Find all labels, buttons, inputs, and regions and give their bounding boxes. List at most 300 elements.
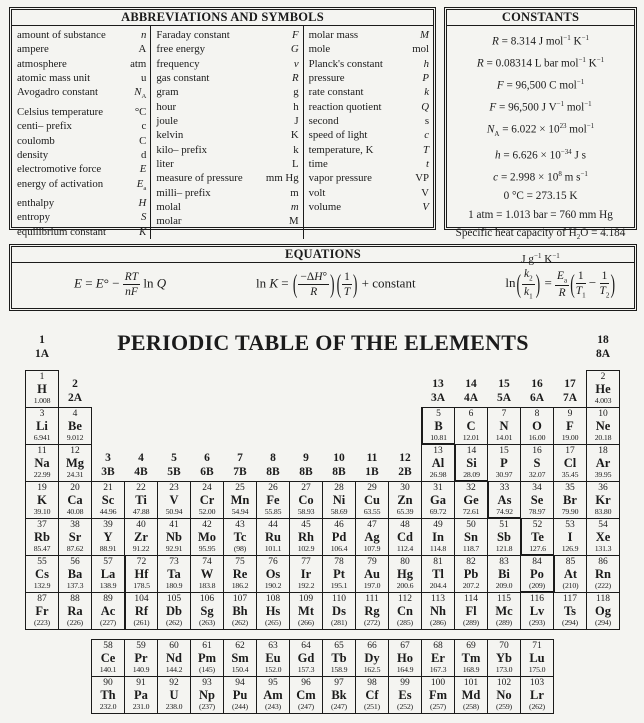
element-mass: 162.5 [363,665,381,674]
element-symbol: Pu [232,688,248,702]
abbr-symbol: VP [415,172,430,185]
element-symbol: Gd [297,651,315,665]
abbr-row [156,114,298,128]
element-symbol: Y [103,530,113,544]
element-number: 53 [565,520,575,530]
element-number: 102 [496,678,512,688]
group-label-5a-col15 [487,378,521,405]
equation-3: ln( $\frac{k_2}{k_1}$ ) = $\frac{E_a}{R}$ ( $\frac{1}{T_1}$ − $\frac{1}{T_2}$ ) [505,268,615,301]
element-symbol: N [499,419,509,433]
element-lr [520,676,554,714]
element-number: 34 [532,483,542,493]
element-number: 75 [235,557,245,567]
element-mass: 204.4 [429,581,447,590]
element-mass: 101.1 [264,544,282,553]
element-cn [388,592,422,630]
element-symbol: Bh [232,604,248,618]
element-mass: 63.55 [363,507,381,516]
element-number: 24 [202,483,212,493]
element-mass: (286) [430,618,446,627]
element-sn [454,518,488,556]
element-mass: 140.9 [132,665,150,674]
element-number: 23 [169,483,179,493]
element-symbol: Np [199,688,215,702]
element-la [91,555,125,593]
constants-panel-inner [446,9,635,266]
element-symbol: Au [364,567,380,581]
element-number: 108 [265,594,281,604]
group-number: 12 [399,452,411,464]
group-number: 2 [72,378,78,390]
abbr-term: equilibrium constant [17,225,107,238]
abbr-term: free energy [156,43,205,56]
element-mt [289,592,323,630]
abbr-symbol: m [290,186,299,199]
abbr-row [156,157,298,171]
element-symbol: Cf [365,688,379,702]
element-tl [421,555,455,593]
element-number: 105 [166,594,182,604]
abbr-term: kelvin [156,129,184,142]
element-symbol: S [533,456,541,470]
element-w [190,555,224,593]
element-bi [487,555,521,593]
element-symbol: Zn [397,493,413,507]
abbr-symbol: s [424,115,430,128]
element-symbol: Rh [298,530,314,544]
element-pb [454,555,488,593]
element-xe [586,518,620,556]
abbr-column-2 [150,26,302,239]
abbr-symbol: n [140,29,147,41]
abbr-term: rate constant [308,86,364,99]
element-number: 77 [301,557,311,567]
element-mass: 55.85 [264,507,282,516]
element-number: 48 [400,520,410,530]
element-mass: (257) [430,702,446,711]
abbr-symbol: $N_A$ [134,86,147,101]
element-nb [157,518,191,556]
element-symbol: F [566,419,574,433]
group-number: 10 [333,452,345,464]
abbr-term: liter [156,158,174,171]
element-number: 96 [301,678,311,688]
element-mass: (262) [166,618,182,627]
element-number: 56 [70,557,80,567]
element-am [256,676,290,714]
element-number: 103 [529,678,545,688]
element-number: 41 [169,520,179,530]
group-number: 17 [564,378,576,390]
element-number: 82 [466,557,476,567]
element-at [553,555,587,593]
group-letter: 7B [233,465,247,478]
element-number: 85 [565,557,576,567]
element-mass: 192.2 [297,581,315,590]
group-label-6a-col16 [520,378,554,405]
element-symbol: Pr [134,651,148,665]
element-u [157,676,191,714]
element-number: 31 [433,483,443,493]
element-gd [289,639,323,677]
element-mass: 19.00 [561,433,579,442]
element-mass: 190.2 [264,581,282,590]
group-label-3b-col3 [91,452,125,479]
abbr-symbol: k [293,143,299,156]
element-number: 65 [334,641,344,651]
element-mass: 197.0 [363,581,381,590]
group-letter: 5A [496,391,512,404]
element-number: 38 [70,520,80,530]
abbr-symbol: S [140,211,147,224]
abbr-term: pressure [308,72,345,85]
element-symbol: Pb [463,567,479,581]
abbr-term: atomic mass unit [17,72,91,85]
element-mass: 186.2 [231,581,249,590]
abbr-symbol: mol [412,43,430,56]
element-mass: 173.0 [495,665,513,674]
element-symbol: Mt [298,604,314,618]
element-number: 55 [37,557,47,567]
element-cl [553,444,587,482]
group-label-8b-col8 [256,452,290,479]
element-symbol: Ca [67,493,83,507]
element-bh [223,592,257,630]
abbr-symbol: P [422,72,430,85]
element-mass: (237) [199,702,215,711]
abbr-row [309,128,429,142]
element-mass: 106.4 [330,544,348,553]
element-pd [322,518,356,556]
element-es [388,676,422,714]
abbr-term: reaction quotient [308,100,382,113]
element-number: 99 [400,678,410,688]
element-mass: (265) [265,618,281,627]
group-label-4b-col4 [124,452,158,479]
element-symbol: Eu [265,651,281,665]
element-symbol: Cd [397,530,413,544]
element-h [25,370,59,408]
group-label-3a-col13 [421,378,455,405]
element-symbol: Os [265,567,281,581]
element-mo [190,518,224,556]
abbr-row [156,71,298,85]
element-symbol: Ho [397,651,413,665]
element-mass: 16.00 [528,433,546,442]
element-symbol: Sb [497,530,511,544]
element-symbol: Tm [461,651,481,665]
element-symbol: Ag [364,530,380,544]
element-symbol: Pm [197,651,217,665]
abbr-row [156,57,298,71]
element-mass: 178.5 [133,581,150,590]
element-number: 104 [134,594,149,604]
abbr-row [309,114,429,128]
element-mass: 26.98 [429,470,447,479]
element-th [91,676,125,714]
abbr-row [309,42,429,56]
element-number: 47 [367,520,377,530]
element-i [553,518,587,556]
element-mass: 6.941 [33,433,51,442]
abbr-symbol: K [139,225,147,238]
equations-panel-inner [11,246,635,309]
group-letter: 7A [562,391,578,404]
element-number: 37 [37,520,47,530]
element-number: 43 [235,520,245,530]
element-hf [124,555,158,593]
element-ho [388,639,422,677]
element-number: 81 [433,557,443,567]
element-ge [454,481,488,519]
element-br [553,481,587,519]
element-no [487,676,521,714]
constant-line: $N_A = 6.022 \times 10^{23}$ mol$^{-1}$ [486,122,595,139]
element-mass: 9.012 [66,433,84,442]
group-letter: 1B [365,465,379,478]
element-number: 88 [70,594,80,604]
element-he [586,370,620,408]
element-symbol: K [37,493,47,507]
element-symbol: Bk [331,688,347,702]
group-letter: 8B [266,465,280,478]
element-te [520,518,554,556]
periodic-table [25,332,621,720]
constant-line: Specific heat capacity of $H_2O = 4.184$ J $g^{-1}$ $K^{-1}$ [455,227,626,266]
element-number: 49 [433,520,443,530]
element-mass: 231.0 [132,702,150,711]
abbr-symbol: h [423,57,430,70]
abbr-row [309,85,429,99]
abbr-columns [12,26,433,239]
element-number: 60 [169,641,179,651]
element-symbol: Pd [331,530,347,544]
element-mass: 78.97 [528,507,546,516]
element-number: 52 [532,520,543,530]
element-symbol: Na [34,456,50,470]
element-symbol: Li [36,419,48,433]
abbr-row [17,71,146,85]
element-number: 111 [365,594,379,604]
element-symbol: Sc [101,493,115,507]
element-number: 68 [433,641,443,651]
element-number: 9 [567,409,573,419]
element-mass: 207.2 [462,581,480,590]
group-number: 7 [237,452,243,464]
element-number: 13 [433,446,443,456]
group-number: 14 [465,378,477,390]
element-mn [223,481,257,519]
element-number: 112 [398,594,412,604]
element-mass: 180.9 [165,581,183,590]
element-symbol: Nh [430,604,446,618]
group-number: 18 [597,334,609,346]
element-symbol: Ts [563,604,577,618]
group-letter: 4B [134,465,148,478]
abbr-row [156,214,298,228]
element-symbol: At [563,567,578,581]
abbr-symbol: $E_a$ [136,177,147,192]
element-mass: (209) [529,581,545,590]
element-symbol: Ir [300,567,312,581]
element-mass: 157.3 [297,665,315,674]
element-mass: 183.8 [198,581,216,590]
group-number: 15 [498,378,510,390]
abbr-row [309,143,429,157]
element-po [520,555,554,593]
constant-line: F = 96,500 C mol$^{-1}$ [496,78,585,92]
element-symbol: Fe [266,493,280,507]
element-mass: (281) [331,618,347,627]
element-number: 30 [400,483,410,493]
element-number: 15 [499,446,509,456]
element-au [355,555,389,593]
abbr-term: entropy [17,211,50,224]
group-number: 9 [303,452,309,464]
constants-title: CONSTANTS [447,10,634,26]
group-label-2b-col12 [388,452,422,479]
abbr-symbol: M [420,29,430,41]
element-ac [91,592,125,630]
element-nh [421,592,455,630]
abbr-term: molar [156,215,182,228]
element-mass: (210) [562,581,579,590]
element-number: 10 [598,409,608,419]
element-number: 73 [169,557,179,567]
element-symbol: Pa [134,688,148,702]
element-li [25,407,59,445]
abbr-row [17,119,146,133]
element-c [454,407,488,445]
element-mass: 40.08 [66,507,84,516]
element-symbol: Yb [496,651,512,665]
element-mass: 69.72 [429,507,447,516]
element-mass: 238.0 [165,702,183,711]
element-symbol: Si [466,456,477,470]
element-symbol: Sr [68,530,82,544]
constant-line: F = 96,500 J $V^{-1}$ mol$^{-1}$ [489,100,592,114]
abbr-symbol: H [138,197,147,210]
element-symbol: Ti [135,493,147,507]
element-mass: 87.62 [66,544,84,553]
abbr-symbol: R [292,72,299,85]
element-mass: (247) [298,702,314,711]
element-ga [421,481,455,519]
abbr-symbol: °C [134,105,147,118]
group-label-5b-col5 [157,452,191,479]
group-label-8b-col10 [322,452,356,479]
element-number: 1 [39,372,45,382]
abbr-symbol: V [421,186,430,199]
element-symbol: Se [530,493,544,507]
abbr-term: molar mass [308,29,359,41]
group-number: 11 [366,452,378,464]
element-mass: 20.18 [594,433,612,442]
abbr-term: centi– prefix [17,120,72,133]
element-number: 94 [235,678,245,688]
element-mass: 54.94 [231,507,249,516]
element-fm [421,676,455,714]
element-number: 90 [103,678,113,688]
element-si [454,444,488,482]
element-mass: 144.2 [165,665,183,674]
element-pu [223,676,257,714]
element-number: 98 [367,678,377,688]
abbr-symbol: M [289,215,299,228]
abbr-term: volume [308,201,342,214]
element-mass: 131.3 [594,544,612,553]
element-mass: (289) [463,618,479,627]
abbr-row [156,143,298,157]
abbr-term: measure of pressure [156,172,243,185]
element-number: 22 [136,483,146,493]
element-number: 6 [468,409,474,419]
group-label-7b-col7 [223,452,257,479]
element-symbol: Co [298,493,314,507]
element-ir [289,555,323,593]
constant-line: 1 atm = 1.013 bar = 760 mm Hg [468,208,613,221]
element-symbol: Fl [465,604,477,618]
element-as [487,481,521,519]
abbr-row [17,85,146,105]
element-fr [25,592,59,630]
element-number: 58 [103,641,113,651]
element-symbol: Cl [563,456,577,470]
element-symbol: Sg [200,604,214,618]
group-letter: 8A [595,347,611,360]
element-number: 12 [70,446,80,456]
element-mass: 107.9 [363,544,381,553]
element-number: 46 [334,520,344,530]
element-ba [58,555,92,593]
element-number: 17 [565,446,575,456]
element-number: 27 [301,483,311,493]
element-mass: 175.0 [528,665,546,674]
element-mass: 32.07 [528,470,546,479]
group-letter: 3B [101,465,115,478]
equation-2: ln K = ( $\frac{-\Delta H^\circ}{R}$ ) ( $\frac{1}{T}$ ) + constant [255,269,416,298]
element-number: 79 [367,557,377,567]
abbr-term: gas constant [156,72,210,85]
element-number: 97 [334,678,344,688]
element-symbol: Ru [265,530,281,544]
element-symbol: Hs [265,604,281,618]
element-number: 25 [235,483,245,493]
element-mass: (244) [232,702,248,711]
element-fe [256,481,290,519]
element-symbol: In [432,530,444,544]
element-be [58,407,92,445]
abbr-term: volt [308,186,326,199]
element-mass: 35.45 [561,470,579,479]
element-mass: (261) [133,618,150,627]
group-number: 3 [105,452,111,464]
abbr-row [156,171,298,185]
abbr-symbol: h [293,100,299,113]
abbr-row [156,200,298,214]
element-number: 70 [499,641,509,651]
element-number: 117 [563,594,577,604]
element-symbol: Rg [364,604,380,618]
element-ni [322,481,356,519]
element-number: 86 [598,557,608,567]
abbr-row [156,100,298,114]
element-symbol: Fr [35,604,49,618]
element-cm [289,676,323,714]
element-number: 21 [103,483,113,493]
element-symbol: Db [166,604,182,618]
element-mass: 121.8 [495,544,513,553]
